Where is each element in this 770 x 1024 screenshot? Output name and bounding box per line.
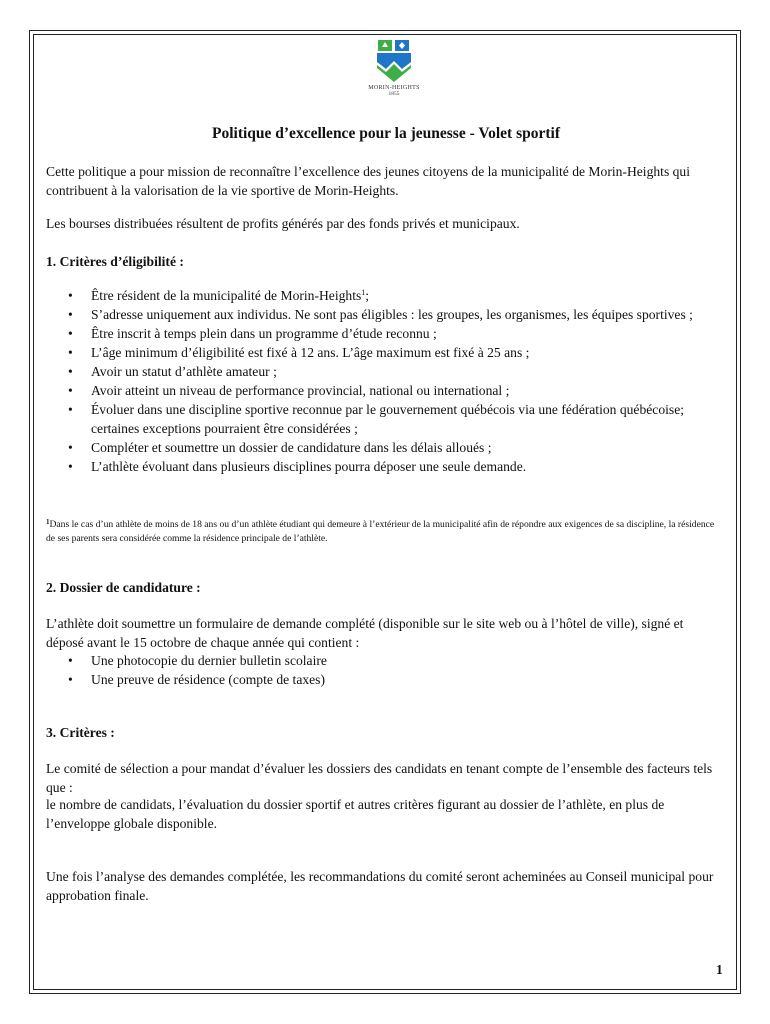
application-list <box>46 651 718 689</box>
section-3-text-1: Le comité de sélection a pour mandat d’évaluer les dossiers des candidats en tenant compte de l’ensemble des facteurs tels que : <box>46 761 713 795</box>
logo-name: MORIN-HEIGHTS <box>368 85 420 91</box>
intro-paragraph-2: Les bourses distribuées résultent de profits générés par des fonds privés et municipaux. <box>46 216 520 231</box>
footnote-marker: 1 <box>46 518 50 526</box>
eligibility-list <box>46 286 706 476</box>
logo-year: 1855 <box>388 91 400 97</box>
list-item: • Avoir atteint un niveau de performance provincial, national ou international ; <box>46 381 706 400</box>
closing-paragraph: Une fois l’analyse des demandes complétée, les recommandations du comité seront acheminées au Conseil municipal pour approbation finale. <box>46 869 714 903</box>
list-item: • Être résident de la municipalité de Morin-Heights$^1$; <box>46 286 706 305</box>
list-item: • L’athlète évoluant dans plusieurs disciplines pourra déposer une seule demande. <box>46 457 706 476</box>
page-number: 1 <box>716 962 723 977</box>
page-title: Politique d’excellence pour la jeunesse - Volet sportif <box>211 125 560 142</box>
list-item: • L’âge minimum d’éligibilité est fixé à 12 ans. L’âge maximum est fixé à 25 ans ; <box>46 343 706 362</box>
footnote: $^1$Dans le cas d’un athlète de moins de 18 ans ou d’un athlète étudiant qui demeure à l’extérieur de la municipalité afin de répondre aux exigences de sa discipline, la résidence de ses parents sera considérée comme la résidence principale de l’athlète. <box>46 518 715 544</box>
intro-paragraph-1: Cette politique a pour mission de reconnaître l’excellence des jeunes citoyens de la municipalité de Morin-Heights qui contribuent à la valorisation de la vie sportive de Morin-Heights. <box>46 164 690 198</box>
list-item: • Évoluer dans une discipline sportive reconnue par le gouvernement québécois via une fédération québécoise; certaines exceptions pourraient être considérées ; <box>46 400 706 438</box>
section-3-text-2: le nombre de candidats, l’évaluation du dossier sportif et autres critères figurant au dossier de l’athlète, en plus de l’enveloppe globale disponible. <box>46 797 665 831</box>
list-item: • Être inscrit à temps plein dans un programme d’étude reconnu ; <box>46 324 706 343</box>
list-item: • Une preuve de résidence (compte de taxes) <box>46 670 718 689</box>
footnote-ref: 1 <box>361 288 366 297</box>
list-item: • Avoir un statut d’athlète amateur ; <box>46 362 706 381</box>
section-2-heading: 2. Dossier de candidature : <box>46 580 201 595</box>
list-item: • S’adresse uniquement aux individus. Ne sont pas éligibles : les groupes, les organismes, les équipes sportives ; <box>46 305 706 324</box>
municipality-logo <box>362 38 426 97</box>
list-item: • Une photocopie du dernier bulletin scolaire <box>46 651 718 670</box>
list-item: • Compléter et soumettre un dossier de candidature dans les délais alloués ; <box>46 438 706 457</box>
section-1-heading: 1. Critères d’éligibilité : <box>46 254 184 269</box>
section-3-heading: 3. Critères : <box>46 725 115 740</box>
morin-heights-crest-icon <box>374 38 414 84</box>
section-2-text: L’athlète doit soumettre un formulaire de demande complété (disponible sur le site web ou à l’hôtel de ville), signé et déposé avant le 15 octobre de chaque année qui contient : <box>46 616 684 650</box>
